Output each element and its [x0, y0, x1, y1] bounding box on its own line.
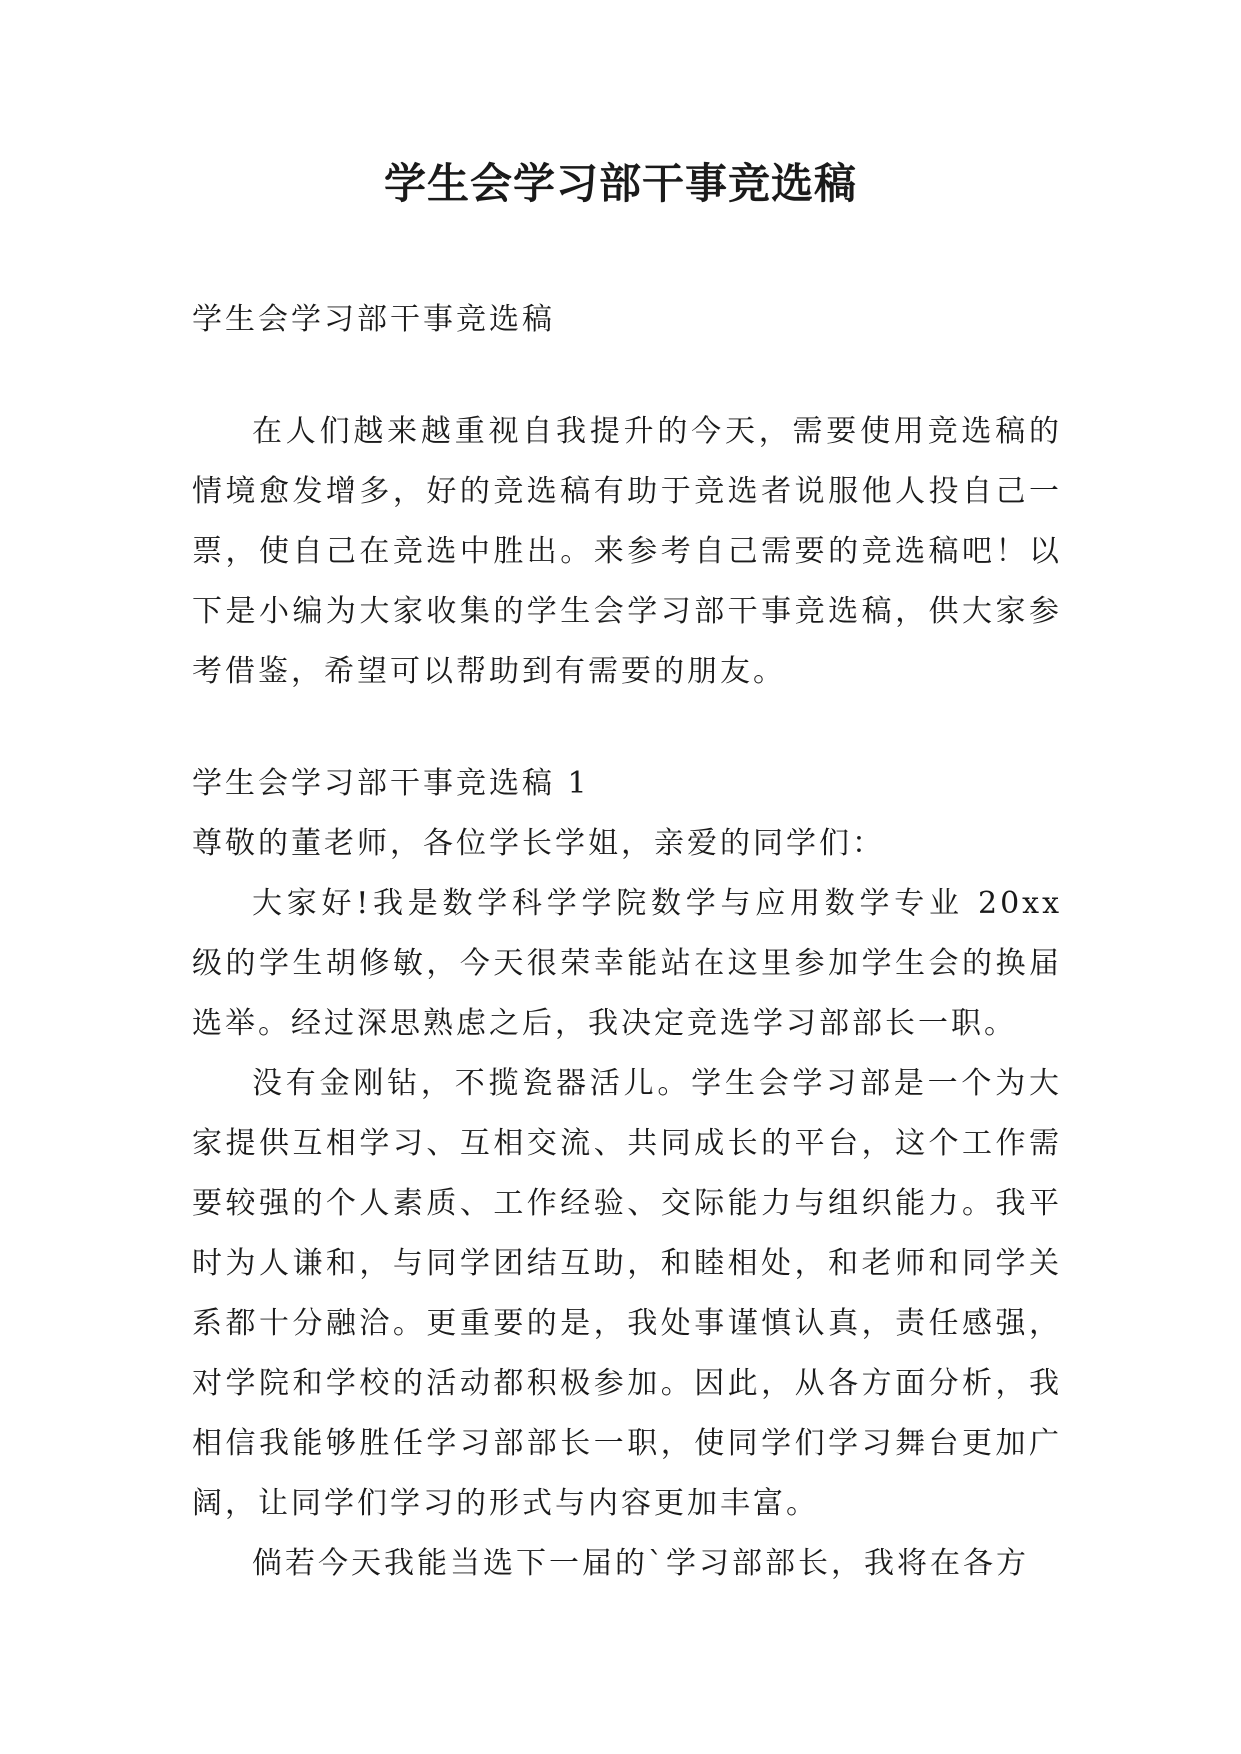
document-body [192, 290, 1062, 1594]
body-paragraph: 倘若今天我能当选下一届的`学习部部长，我将在各方 [252, 1546, 1029, 1581]
body-paragraph: 大家好!我是数学科学学院数学与应用数学专业 20xx 级的学生胡修敏，今天很荣幸能站在这里参加学生会的换届选举。经过深思熟虑之后，我决定竞选学习部部长一职。 [192, 886, 1062, 1041]
salutation: 尊敬的董老师，各位学长学姐，亲爱的同学们： [192, 826, 885, 861]
section-heading: 学生会学习部干事竞选稿 1 [192, 766, 590, 801]
intro-paragraph: 在人们越来越重视自我提升的今天，需要使用竞选稿的情境愈发增多，好的竞选稿有助于竞选者说服他人投自己一票，使自己在竞选中胜出。来参考自己需要的竞选稿吧！以下是小编为大家收集的学生会学习部干事竞选稿，供大家参考借鉴，希望可以帮助到有需要的朋友。 [192, 414, 1062, 689]
body-paragraph: 没有金刚钻，不揽瓷器活儿。学生会学习部是一个为大家提供互相学习、互相交流、共同成长的平台，这个工作需要较强的个人素质、工作经验、交际能力与组织能力。我平时为人谦和，与同学团结互助，和睦相处，和老师和同学关系都十分融洽。更重要的是，我处事谨慎认真，责任感强，对学院和学校的活动都积极参加。因此，从各方面分析，我相信我能够胜任学习部部长一职，使同学们学习舞台更加广阔，让同学们学习的形式与内容更加丰富。 [192, 1066, 1062, 1521]
document-subtitle: 学生会学习部干事竞选稿 [192, 302, 555, 337]
document-title: 学生会学习部干事竞选稿 [383, 159, 857, 208]
